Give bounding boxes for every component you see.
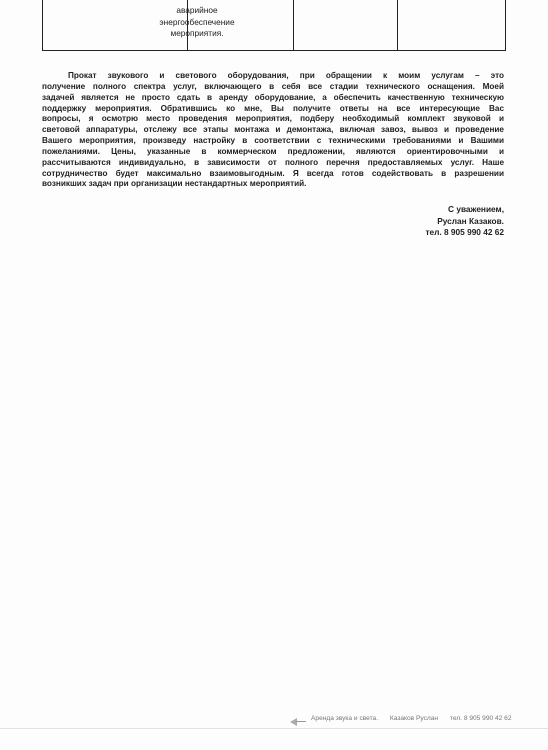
footer-name: Казаков Руслан	[389, 715, 439, 722]
table-cell-text	[144, 5, 250, 40]
body-line: рассчитываются индивидуально, в зависимости от полного перечня предоставляемых услуг. Наше	[42, 157, 504, 167]
body-paragraph	[42, 71, 504, 190]
signature-phone: тел. 8 905 990 42 62	[425, 227, 504, 237]
footer-divider	[296, 721, 306, 722]
body-line: вопросы, я осмотрю место проведения мероприятия, подберу необходимый комплект звуковой и	[42, 114, 504, 124]
signature-name: Руслан Казаков.	[437, 215, 504, 226]
body-line: Прокат звукового и светового оборудования, при обращении к моим услугам – это	[68, 71, 504, 80]
table-column-divider	[293, 0, 294, 50]
table-fragment	[42, 0, 506, 51]
body-line: получение полного спектра услуг, включающего в себя все стадии технического оснащения. Моей	[42, 81, 504, 91]
footer-text	[311, 715, 512, 722]
table-cell-line: мероприятия.	[170, 28, 224, 38]
footer-phone: тел. 8 905 990 42 62	[449, 715, 512, 722]
signature-greeting: С уважением,	[448, 204, 504, 214]
table-column-divider	[397, 0, 398, 50]
body-line: световой аппаратуры, отслежу все этапы монтажа и демонтажа, включая завоз, вывоз и проведение	[42, 125, 504, 135]
body-line: сотрудничество будет максимально взаимовыгодным. Я всегда готов содействовать в разрешении	[42, 168, 504, 178]
page-footer	[0, 712, 548, 732]
page-bottom-edge	[0, 728, 548, 729]
body-line: задачей является не просто сдать в аренду оборудование, а обеспечить качественную техническую	[42, 92, 504, 102]
table-cell-line: энергообеспечение	[159, 16, 235, 27]
footer-arrow-icon	[290, 718, 297, 726]
signature-block	[425, 204, 504, 239]
body-line: пожеланиями. Цены, указанные в коммерческом предложении, являются ориентировочными и	[42, 146, 504, 156]
body-line: поддержку мероприятия. Обратившись ко мне, Вы получите ответы на все интересующие Вас	[42, 103, 504, 113]
table-cell-line: аварийное	[176, 5, 218, 15]
footer-service: Аренда звука и света.	[311, 715, 379, 722]
body-line: Вашего мероприятия, произведу настройку в соответствии с техническими требованиями и Вашими	[42, 136, 504, 146]
body-line: возникших задач при организации нестандартных мероприятий.	[42, 179, 307, 189]
